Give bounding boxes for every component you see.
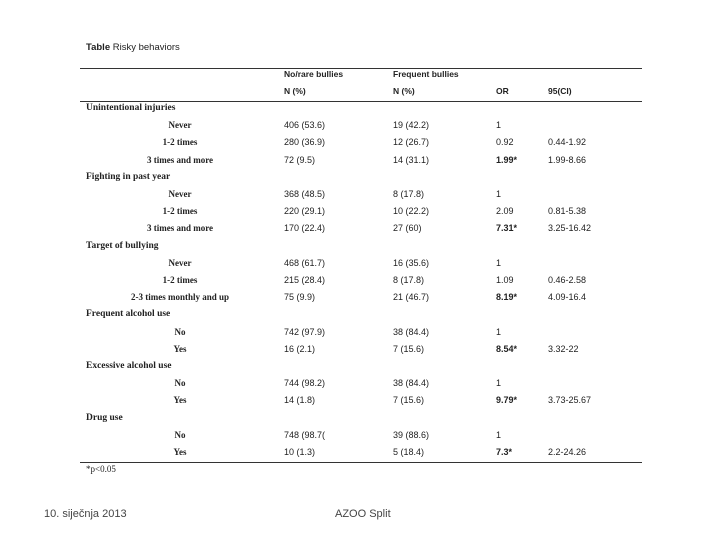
frequent-bullies-value: 8 (17.8)	[393, 189, 425, 199]
odds-ratio-value: 8.54*	[496, 343, 518, 354]
row-label: Never	[168, 257, 192, 268]
no-rare-bullies-value: 744 (98.2)	[284, 378, 326, 389]
header-ci: 95(CI)	[548, 86, 572, 96]
table-caption	[86, 42, 180, 53]
top-rule	[80, 68, 642, 69]
confidence-interval-value: 3.73-25.67	[548, 395, 592, 406]
frequent-bullies-value: 7 (15.6)	[393, 343, 425, 354]
no-rare-bullies-value: 170 (22.4)	[284, 223, 326, 234]
no-rare-bullies-value: 75 (9.9)	[284, 292, 316, 303]
frequent-bullies-value: 21 (46.7)	[393, 292, 430, 303]
header-group-no-rare-bullies: No/rare bullies	[284, 69, 344, 79]
row-label: 3 times and more	[146, 223, 214, 234]
confidence-interval-value: 0.44-1.92	[548, 137, 587, 148]
caption-title: Risky behaviors	[112, 42, 180, 53]
row-label: 1-2 times	[162, 275, 198, 285]
no-rare-bullies-value: 748 (98.7(	[284, 429, 326, 440]
header-n-percent-1: N (%)	[284, 86, 306, 96]
row-label: Never	[168, 120, 192, 131]
header-or: OR	[496, 86, 509, 96]
no-rare-bullies-value: 72 (9.5)	[284, 154, 316, 165]
confidence-interval-value: 2.2-24.26	[548, 447, 587, 457]
row-label: 2-3 times monthly and up	[130, 292, 229, 303]
odds-ratio-value: 7.3*	[496, 447, 513, 457]
no-rare-bullies-value: 280 (36.9)	[284, 137, 326, 148]
odds-ratio-value: 7.31*	[496, 223, 518, 234]
caption-prefix: Table	[86, 42, 111, 53]
row-label: Yes	[173, 447, 187, 457]
row-label: Yes	[173, 343, 187, 354]
footnote: *p<0.05	[86, 464, 116, 474]
odds-ratio-value: 1	[496, 326, 502, 337]
odds-ratio-value: 1.09	[496, 275, 514, 285]
frequent-bullies-value: 19 (42.2)	[393, 120, 430, 131]
row-label: Never	[168, 189, 192, 199]
odds-ratio-value: 0.92	[496, 137, 514, 148]
confidence-interval-value: 1.99-8.66	[548, 154, 587, 165]
confidence-interval-value: 0.81-5.38	[548, 206, 587, 217]
frequent-bullies-value: 38 (84.4)	[393, 326, 430, 337]
row-label: Yes	[173, 395, 187, 406]
confidence-interval-value: 4.09-16.4	[548, 292, 587, 303]
odds-ratio-value: 1	[496, 257, 502, 268]
no-rare-bullies-value: 220 (29.1)	[284, 206, 326, 217]
odds-ratio-value: 1.99*	[496, 154, 518, 165]
frequent-bullies-value: 14 (31.1)	[393, 154, 430, 165]
frequent-bullies-value: 38 (84.4)	[393, 378, 430, 389]
odds-ratio-value: 2.09	[496, 206, 514, 217]
frequent-bullies-value: 16 (35.6)	[393, 257, 430, 268]
no-rare-bullies-value: 468 (61.7)	[284, 257, 326, 268]
odds-ratio-value: 1	[496, 429, 502, 440]
footer-organization: AZOO Split	[335, 508, 391, 520]
no-rare-bullies-value: 10 (1.3)	[284, 447, 316, 457]
no-rare-bullies-value: 14 (1.8)	[284, 395, 316, 406]
row-label: No	[174, 429, 186, 440]
odds-ratio-value: 9.79*	[496, 395, 518, 406]
frequent-bullies-value: 10 (22.2)	[393, 206, 430, 217]
no-rare-bullies-value: 368 (48.5)	[284, 189, 326, 199]
confidence-interval-value: 0.46-2.58	[548, 275, 587, 285]
section-title: Drug use	[86, 412, 123, 423]
no-rare-bullies-value: 742 (97.9)	[284, 326, 326, 337]
row-label: 1-2 times	[162, 206, 198, 217]
section-title: Unintentional injuries	[86, 103, 176, 113]
confidence-interval-value: 3.25-16.42	[548, 223, 592, 234]
frequent-bullies-value: 12 (26.7)	[393, 137, 430, 148]
row-label: No	[174, 326, 186, 337]
confidence-interval-value: 3.32-22	[548, 343, 579, 354]
odds-ratio-value: 8.19*	[496, 292, 518, 303]
section-title: Fighting in past year	[86, 171, 171, 182]
header-group-frequent-bullies: Frequent bullies	[393, 69, 459, 79]
odds-ratio-value: 1	[496, 189, 502, 199]
row-label: 3 times and more	[146, 154, 214, 165]
section-title: Frequent alcohol use	[86, 309, 171, 320]
bottom-rule	[80, 462, 642, 463]
odds-ratio-value: 1	[496, 120, 502, 131]
risky-behaviors-table	[80, 66, 642, 476]
section-title: Excessive alcohol use	[86, 361, 172, 371]
header-n-percent-2: N (%)	[393, 86, 415, 96]
no-rare-bullies-value: 406 (53.6)	[284, 120, 326, 131]
frequent-bullies-value: 27 (60)	[393, 223, 422, 234]
section-title: Target of bullying	[86, 240, 159, 251]
row-label: 1-2 times	[162, 137, 198, 148]
footer-date: 10. siječnja 2013	[44, 508, 127, 520]
frequent-bullies-value: 8 (17.8)	[393, 275, 425, 285]
header-rule	[80, 101, 642, 102]
row-label: No	[174, 378, 186, 389]
odds-ratio-value: 1	[496, 378, 502, 389]
no-rare-bullies-value: 16 (2.1)	[284, 343, 316, 354]
frequent-bullies-value: 5 (18.4)	[393, 447, 425, 457]
frequent-bullies-value: 7 (15.6)	[393, 395, 425, 406]
frequent-bullies-value: 39 (88.6)	[393, 429, 430, 440]
no-rare-bullies-value: 215 (28.4)	[284, 275, 326, 285]
